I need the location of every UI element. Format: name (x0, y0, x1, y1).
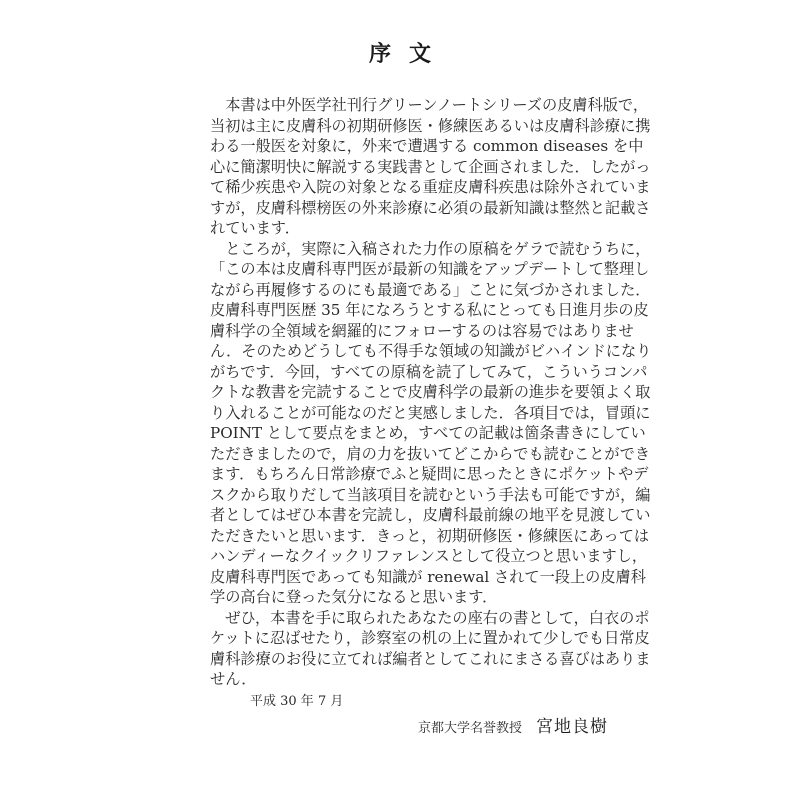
text-line: ただきたいと思います．きっと，初期研修医・修練医にあっては (210, 526, 650, 545)
preface-date: 平成 30 年 7 月 (250, 694, 344, 709)
text-line: て稀少疾患や入院の対象となる重症皮膚科疾患は除外されていま (210, 178, 651, 196)
text-line: 本書は中外医学社刊行グリーンノートシリーズの皮膚科版で， (210, 96, 649, 114)
text-line: 心に簡潔明快に解説する実践書として企画されました．したがっ (210, 157, 651, 176)
text-line: 膚科診療のお役に立てれば編者としてこれにまさる喜びはありま (210, 649, 651, 668)
text-line: POINT として要点をまとめ，すべての記載は箇条書きにしてい (210, 424, 646, 442)
author-affiliation: 京都大学名誉教授 (418, 721, 523, 736)
text-line: 皮膚科専門医歴 35 年になろうとする私にとっても日進月歩の皮 (210, 301, 649, 319)
paragraph-1 (210, 95, 651, 239)
text-line: せん． (210, 670, 257, 688)
text-line: がちです．今回，すべての原稿を読了してみて，こういうコンパ (210, 362, 648, 381)
text-line: すが，皮膚科標榜医の外来診療に必須の最新知識は整然と記載さ (210, 198, 651, 217)
preface-body (210, 95, 652, 690)
author-name: 宮地良樹 (536, 717, 609, 737)
text-line: ただきましたので，肩の力を抜いてどこからでも読むことができ (210, 444, 650, 463)
paragraph-3 (210, 608, 651, 690)
text-line: わる一般医を対象に，外来で遭遇する common diseases を中 (210, 137, 644, 155)
page-title: 序文 (368, 42, 449, 67)
text-line: クトな教書を完読することで皮膚科学の最新の進歩を要領よく取 (210, 383, 651, 401)
text-line: 皮膚科専門医であっても知識が renewal されて一段上の皮膚科 (210, 567, 646, 586)
text-line: スクから取りだして当該項目を読むという手法も可能ですが，編 (210, 485, 651, 504)
text-line: 膚科学の全領域を網羅的にフォローするのは容易ではありませ (210, 321, 634, 340)
paragraph-2 (210, 239, 652, 608)
signature-block (418, 712, 608, 737)
text-line: ん．そのためどうしても不得手な領域の知識がビハインドになり (210, 342, 652, 360)
text-line: ケットに忍ばせたり，診察室の机の上に置かれて少しでも日常皮 (210, 629, 650, 647)
text-line: 学の高台に登った気分になると思います． (210, 588, 498, 606)
text-line: り入れることが可能なのだと実感しました．各項目では，冒頭に (210, 403, 651, 422)
text-line: れています． (210, 219, 300, 237)
text-line: ハンディーなクイックリファレンスとして役立つと思いますし， (210, 547, 648, 565)
text-line: ます．もちろん日常診療でふと疑問に思ったときにポケットやデ (210, 465, 649, 483)
text-line: ながら再履修するのにも最適である」ことに気づかされました． (210, 280, 651, 299)
text-line: 当初は主に皮膚科の初期研修医・修練医あるいは皮膚科診療に携 (210, 116, 651, 135)
text-line: ぜひ，本書を手に取られたあなたの座右の書として，白衣のポ (210, 608, 650, 627)
text-line: ところが，実際に入稿された力作の原稿をゲラで読むうちに， (210, 239, 651, 258)
text-line: 「この本は皮膚科専門医が最新の知識をアップデートして整理し (210, 260, 650, 278)
text-line: 者としてはぜひ本書を完読し，皮膚科最前線の地平を見渡してい (210, 506, 651, 524)
